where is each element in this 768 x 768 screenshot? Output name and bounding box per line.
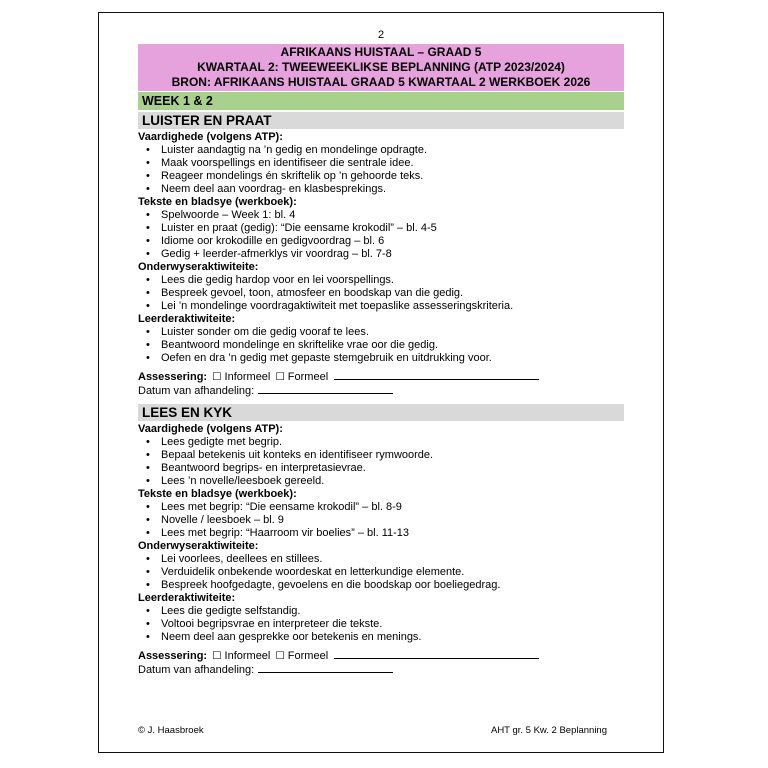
list-item-text: Voltooi begripsvrae en interpreteer die tekste. [161, 618, 383, 630]
list-item-text: Bespreek gevoel, toon, atmosfeer en boodskap van die gedig. [161, 287, 464, 299]
checkbox-informeel-label: Informeel [224, 371, 271, 383]
bullet-icon: • [146, 553, 150, 565]
block-label: Vaardighede (volgens ATP): [138, 423, 283, 435]
list-item [138, 352, 624, 365]
list-item [138, 157, 624, 170]
list-item [138, 170, 624, 183]
block-label: Onderwyseraktiwiteite: [138, 261, 259, 273]
bullet-icon: • [146, 462, 150, 474]
block-label: Tekste en bladsye (werkboek): [138, 196, 297, 208]
block-label: Tekste en bladsye (werkboek): [138, 488, 297, 500]
list-item [138, 248, 624, 261]
assessment-row [138, 649, 624, 663]
bullet-icon: • [146, 475, 150, 487]
list-item [138, 222, 624, 235]
assessment-row [138, 370, 624, 384]
bullet-icon: • [146, 579, 150, 591]
bullet-icon: • [146, 527, 150, 539]
list-item [138, 144, 624, 157]
completion-date-row [138, 663, 624, 677]
bullet-icon: • [146, 287, 150, 299]
list-item-text: Neem deel aan voordrag- en klasbesprekings. [161, 183, 387, 195]
checkbox-formeel-icon: ☐ [275, 371, 285, 383]
list-item [138, 618, 624, 631]
list-item-text: Luister sonder om die gedig vooraf te lees. [161, 326, 369, 338]
page-number: 2 [377, 29, 385, 41]
section-header-lees-en-kyk: LEES EN KYK [138, 404, 624, 421]
checkbox-formeel-icon: ☐ [275, 650, 285, 662]
bullet-icon: • [146, 248, 150, 260]
list-item [138, 553, 624, 566]
list-item-text: Bepaal betekenis uit konteks en identifiseer rymwoorde. [161, 449, 434, 461]
date-fill-in-line [258, 663, 393, 673]
list-item-text: Luister en praat (gedig): “Die eensame krokodil” – bl. 4-5 [161, 222, 437, 234]
list-item [138, 605, 624, 618]
assessment-label: Assessering: [138, 650, 208, 662]
list-item-text: Verduidelik onbekende woordeskat en letterkundige elemente. [161, 566, 465, 578]
list-item [138, 475, 624, 488]
list-item-text: Gedig + leerder-afmerklys vir voordrag – bl. 7-8 [161, 248, 392, 260]
bullet-icon: • [146, 326, 150, 338]
list-item-text: Novelle / leesboek – bl. 9 [161, 514, 284, 526]
title-line-3: BRON: AFRIKAANS HUISTAAL GRAAD 5 KWARTAAL 2 WERKBOEK 2026 [171, 75, 591, 89]
checkbox-informeel-label: Informeel [224, 650, 271, 662]
section-body-luister-en-praat [138, 131, 624, 398]
list-item-text: Lei ’n mondelinge voordragaktiwiteit met toepaslike assesseringskriteria. [161, 300, 514, 312]
bullet-icon: • [146, 170, 150, 182]
page-content [138, 29, 624, 677]
list-item-text: Oefen en dra ’n gedig met gepaste stemgebruik en uitdrukking voor. [161, 352, 492, 364]
week-banner: WEEK 1 & 2 [138, 92, 624, 110]
title-line-1: AFRIKAANS HUISTAAL – GRAAD 5 [280, 45, 482, 59]
list-item-text: Beantwoord mondelinge en skriftelike vrae oor die gedig. [161, 339, 438, 351]
list-item [138, 566, 624, 579]
bullet-icon: • [146, 157, 150, 169]
bullet-icon: • [146, 514, 150, 526]
bullet-icon: • [146, 222, 150, 234]
list-item [138, 183, 624, 196]
completion-date-label: Datum van afhandeling: [138, 385, 255, 397]
bullet-icon: • [146, 235, 150, 247]
list-item-text: Lees gedigte met begrip. [161, 436, 283, 448]
list-item-text: Idiome oor krokodille en gedigvoordrag – bl. 6 [161, 235, 385, 247]
list-item [138, 579, 624, 592]
bullet-icon: • [146, 501, 150, 513]
checkbox-formeel-label: Formeel [287, 371, 329, 383]
list-item [138, 339, 624, 352]
completion-date-label: Datum van afhandeling: [138, 664, 255, 676]
assessment-fill-in-line [334, 649, 539, 659]
list-item-text: Lees met begrip: “Die eensame krokodil” – bl. 8-9 [161, 501, 402, 513]
list-item [138, 501, 624, 514]
bullet-icon: • [146, 274, 150, 286]
assessment-label: Assessering: [138, 371, 208, 383]
list-item-text: Lees met begrip: “Haarroom vir boelies” – bl. 11-13 [161, 527, 410, 539]
block-label: Vaardighede (volgens ATP): [138, 131, 283, 143]
bullet-icon: • [146, 566, 150, 578]
list-item [138, 274, 624, 287]
bullet-icon: • [146, 436, 150, 448]
bullet-icon: • [146, 631, 150, 643]
bullet-icon: • [146, 339, 150, 351]
list-item [138, 527, 624, 540]
block-label: Leerderaktiwiteite: [138, 592, 236, 604]
bullet-icon: • [146, 618, 150, 630]
section-body-lees-en-kyk [138, 423, 624, 677]
list-item-text: Spelwoorde – Week 1: bl. 4 [161, 209, 296, 221]
list-item [138, 449, 624, 462]
list-item-text: Luister aandagtig na ’n gedig en mondelinge opdragte. [161, 144, 428, 156]
bullet-icon: • [146, 449, 150, 461]
list-item [138, 514, 624, 527]
list-item [138, 209, 624, 222]
list-item [138, 436, 624, 449]
block-label: Onderwyseraktiwiteite: [138, 540, 259, 552]
bullet-icon: • [146, 605, 150, 617]
checkbox-formeel-label: Formeel [287, 650, 329, 662]
checkbox-informeel-icon: ☐ [212, 371, 222, 383]
bullet-icon: • [146, 183, 150, 195]
document-title-block [138, 44, 624, 91]
list-item-text: Neem deel aan gesprekke oor betekenis en menings. [161, 631, 422, 643]
date-fill-in-line [258, 384, 393, 394]
bullet-icon: • [146, 209, 150, 221]
list-item [138, 462, 624, 475]
list-item-text: Lees die gedig hardop voor en lei voorspellings. [161, 274, 394, 286]
list-item [138, 287, 624, 300]
bullet-icon: • [146, 144, 150, 156]
footer-copyright: © J. Haasbroek [138, 725, 204, 736]
title-line-2: KWARTAAL 2: TWEEWEEKLIKSE BEPLANNING (ATP 2023/2024) [197, 60, 565, 74]
list-item [138, 235, 624, 248]
list-item [138, 300, 624, 313]
checkbox-informeel-icon: ☐ [212, 650, 222, 662]
list-item [138, 631, 624, 644]
bullet-icon: • [146, 352, 150, 364]
list-item-text: Maak voorspellings en identifiseer die sentrale idee. [161, 157, 414, 169]
document-page [98, 12, 664, 753]
list-item-text: Lei voorlees, deellees en stillees. [161, 553, 323, 565]
list-item [138, 326, 624, 339]
list-item-text: Bespreek hoofgedagte, gevoelens en die boodskap oor boeliegedrag. [161, 579, 501, 591]
completion-date-row [138, 384, 624, 398]
list-item-text: Lees die gedigte selfstandig. [161, 605, 301, 617]
section-header-luister-en-praat: LUISTER EN PRAAT [138, 112, 624, 129]
list-item-text: Reageer mondelings én skriftelik op ’n gehoorde teks. [161, 170, 424, 182]
list-item-text: Beantwoord begrips- en interpretasievrae. [161, 462, 366, 474]
assessment-fill-in-line [334, 370, 539, 380]
block-label: Leerderaktiwiteite: [138, 313, 236, 325]
list-item-text: Lees ’n novelle/leesboek gereeld. [161, 475, 325, 487]
bullet-icon: • [146, 300, 150, 312]
footer-document-name: AHT gr. 5 Kw. 2 Beplanning [490, 725, 607, 736]
